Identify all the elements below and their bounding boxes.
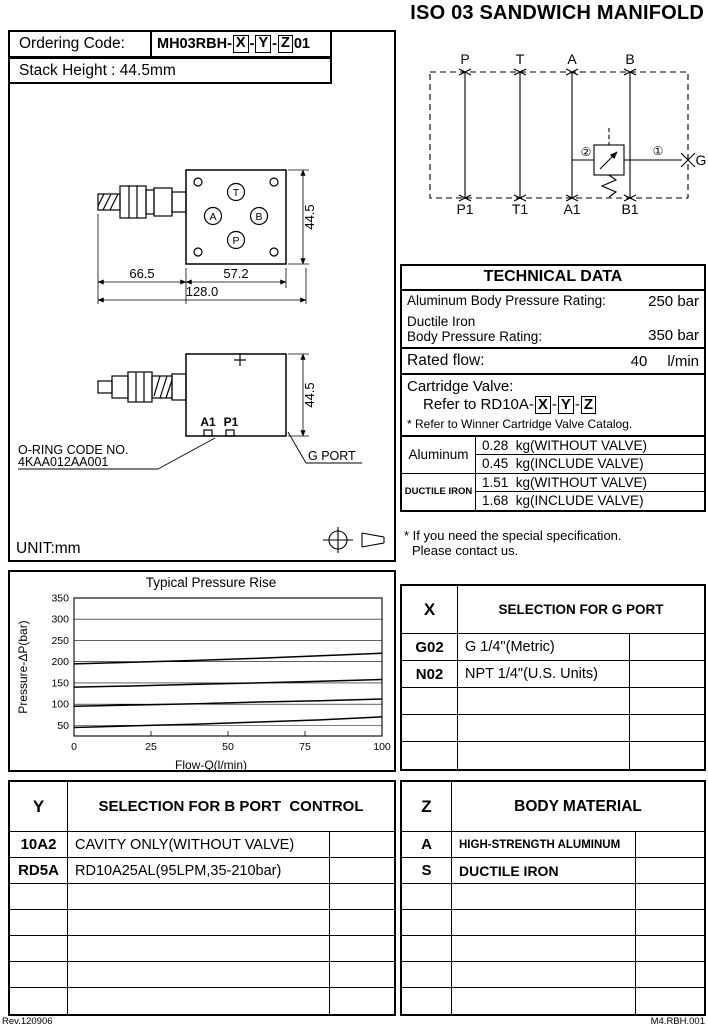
table-empty-row [10,910,394,936]
table-code-header-x: X [402,586,458,633]
empty-cell [630,634,704,660]
empty-cell [630,715,704,741]
empty-cell [10,936,68,961]
aluminum-pressure-value: 250 bar [648,293,699,310]
weight-material: Aluminum [402,437,476,473]
table-title: BODY MATERIAL [514,797,642,815]
empty-cell [458,742,630,769]
code-x: X [233,35,249,52]
code-prefix: MH03RBH- [157,36,232,52]
empty-cell [402,936,452,961]
cartridge-valve-reference: Refer to RD10A- X - Y - Z [407,396,699,414]
table-empty-row [402,988,704,1014]
empty-cell [10,988,68,1014]
empty-cell [10,910,68,935]
empty-cell [452,910,636,935]
special-specification-note: * If you need the special specification. Please contact us. [404,528,622,558]
g-port-label: G PORT [308,449,356,463]
empty-cell [402,688,458,714]
weight-values: 1.51 kg(WITHOUT VALVE) 1.68 kg(INCLUDE VALVE) [476,474,704,510]
weight-values: 0.28 kg(WITHOUT VALVE) 0.45 kg(INCLUDE VALVE) [476,437,704,473]
chart-title: Typical Pressure Rise [145,575,277,590]
revision-label: Rev.120906 [2,1016,53,1027]
page-title: ISO 03 SANDWICH MANIFOLD [410,2,704,24]
ductile-iron-pressure-row [402,312,704,349]
svg-text:200: 200 [51,656,69,669]
port-label-b: B [255,211,263,223]
aluminum-pressure-label: Aluminum Body Pressure Rating: [407,293,606,308]
empty-cell [402,910,452,935]
option-description: RD10A25AL(95LPM,35-210bar) [68,858,330,883]
port-label-p: P [232,235,240,247]
code-suffix: 01 [293,36,310,52]
label-a1: A1 [200,415,216,429]
body-material-table [400,780,706,1016]
svg-text:25: 25 [145,741,157,753]
empty-cell [402,962,452,987]
port-label-a: A [209,211,217,223]
table-row [10,832,394,858]
code-z: Z [278,35,293,52]
empty-cell [452,988,636,1014]
dim-57-2: 57.2 [223,266,249,281]
empty-cell [630,688,704,714]
schematic-svg [420,50,708,228]
empty-cell [330,936,394,961]
ductile-iron-pressure-label: Ductile Iron Body Pressure Rating: [407,314,543,344]
rated-flow-row [402,349,704,375]
dim-44-5-top: 44.5 [302,204,317,230]
empty-cell [330,858,394,883]
schematic-port-b1: B1 [621,201,639,217]
ordering-code-label: Ordering Code: [10,32,152,56]
schematic-port-p1: P1 [456,201,474,217]
empty-cell [402,742,458,769]
empty-cell [636,910,704,935]
schematic-lines [430,69,695,201]
hydraulic-schematic [420,50,708,228]
cartridge-valve-label: Cartridge Valve: [407,378,514,395]
svg-text:100: 100 [51,698,69,711]
option-code: RD5A [10,858,68,883]
port-label-t: T [232,187,240,199]
empty-cell [636,988,704,1014]
empty-cell [68,884,330,909]
dim-66-5: 66.5 [129,266,155,281]
table-empty-row [402,936,704,962]
table-empty-row [10,988,394,1014]
table-empty-row [402,742,704,769]
option-code: A [402,832,452,857]
empty-cell [68,910,330,935]
weight-table [402,437,704,510]
empty-cell [636,936,704,961]
empty-cell [10,962,68,987]
option-code: G02 [402,634,458,660]
chart-x-axis-label: Flow-Q(l/min) [175,758,247,772]
empty-cell [402,884,452,909]
g-port-selection-table [400,584,706,771]
empty-cell [630,661,704,687]
side-view-port-labels [200,415,238,429]
label-p1: P1 [223,415,239,429]
schematic-marker-2: ② [580,145,592,159]
table-code-header-z: Z [402,782,452,831]
option-description: DUCTILE IRON [452,858,636,883]
schematic-port-t1: T1 [511,201,529,217]
weight-material: DUCTILE IRON [402,474,476,510]
technical-data-heading: TECHNICAL DATA [402,266,704,291]
top-view-dimension-texts [129,204,317,299]
option-description: NPT 1/4"(U.S. Units) [458,661,630,687]
empty-cell [630,742,704,769]
oring-label: O-RING CODE NO. [18,443,129,457]
document-number: M4.RBH.001 [650,1016,705,1027]
chart-plot [26,590,396,758]
schematic-marker-1: ① [652,144,664,158]
empty-cell [68,962,330,987]
option-description: CAVITY ONLY(WITHOUT VALVE) [68,832,330,857]
option-code: 10A2 [10,832,68,857]
empty-cell [330,884,394,909]
empty-cell [636,884,704,909]
weight-row-aluminum [402,437,704,474]
table-code-header-y: Y [10,782,68,831]
ductile-iron-pressure-value: 350 bar [648,327,699,344]
drawings-panel [8,30,396,562]
ordering-code-value [152,32,330,56]
rated-flow-label: Rated flow: [407,352,485,369]
table-header [10,782,394,832]
empty-cell [68,936,330,961]
empty-cell [330,832,394,857]
projection-symbol-icon [323,527,384,553]
schematic-port-a: A [567,51,577,67]
empty-cell [636,832,704,857]
rated-flow-value: 40 l/min [630,352,699,370]
chart-y-axis-label: Pressure-ΔP(bar) [16,620,30,714]
empty-cell [452,884,636,909]
table-row [10,858,394,884]
weight-row-ductile-iron [402,474,704,510]
empty-cell [402,715,458,741]
dim-44-5-side: 44.5 [302,382,317,408]
empty-cell [330,962,394,987]
stack-height-text: Stack Height : 44.5mm [19,61,176,79]
aluminum-pressure-row [402,291,704,312]
empty-cell [402,988,452,1014]
table-row [402,832,704,858]
empty-cell [330,988,394,1014]
top-view-port-labels [209,187,262,247]
empty-cell [330,910,394,935]
cartridge-valve-section [402,375,704,437]
stack-height-box [8,57,332,84]
table-header [402,782,704,832]
pressure-rise-chart [8,570,396,772]
side-view-callouts [18,443,356,469]
schematic-labels [456,51,706,217]
code-y: Y [255,35,271,52]
table-title: SELECTION FOR G PORT [498,602,664,617]
catalog-note: * Refer to Winner Cartridge Valve Catalog. [407,416,633,431]
option-description: HIGH-STRENGTH ALUMINUM [452,832,636,857]
oring-code: 4KAA012AA001 [18,455,109,469]
table-title: SELECTION FOR B PORT CONTROL [98,798,364,815]
svg-text:350: 350 [51,592,69,605]
svg-text:50: 50 [222,741,234,753]
dim-128-0: 128.0 [185,284,219,299]
empty-cell [452,936,636,961]
svg-text:50: 50 [57,719,69,732]
table-empty-row [10,962,394,988]
schematic-port-t: T [515,51,525,67]
option-code: N02 [402,661,458,687]
svg-text:75: 75 [299,741,311,753]
table-empty-row [10,884,394,910]
unit-label: UNIT:mm [16,540,81,557]
table-empty-row [402,715,704,742]
code-sep1: - [249,36,255,52]
table-empty-row [402,884,704,910]
table-empty-row [402,962,704,988]
empty-cell [452,962,636,987]
empty-cell [458,715,630,741]
svg-text:0: 0 [71,741,77,753]
empty-cell [458,688,630,714]
svg-text:300: 300 [51,613,69,626]
side-view-body [98,354,286,436]
empty-cell [636,858,704,883]
schematic-g-label: G [695,152,707,168]
svg-text:250: 250 [51,634,69,647]
table-empty-row [402,688,704,715]
empty-cell [10,884,68,909]
empty-cell [636,962,704,987]
technical-data-panel [400,264,706,512]
option-description: G 1/4"(Metric) [458,634,630,660]
table-row [402,634,704,661]
option-code: S [402,858,452,883]
ordering-code-box [8,30,332,58]
table-row [402,661,704,688]
empty-cell [68,988,330,1014]
table-empty-row [10,936,394,962]
schematic-port-p: P [460,51,470,67]
code-sep2: - [272,36,277,52]
schematic-port-b: B [625,51,635,67]
schematic-port-a1: A1 [563,201,581,217]
technical-drawings [10,92,398,562]
b-port-selection-table [8,780,396,1016]
table-empty-row [402,910,704,936]
svg-text:100: 100 [373,741,391,753]
svg-text:150: 150 [51,677,69,690]
table-header [402,586,704,634]
table-row [402,858,704,884]
